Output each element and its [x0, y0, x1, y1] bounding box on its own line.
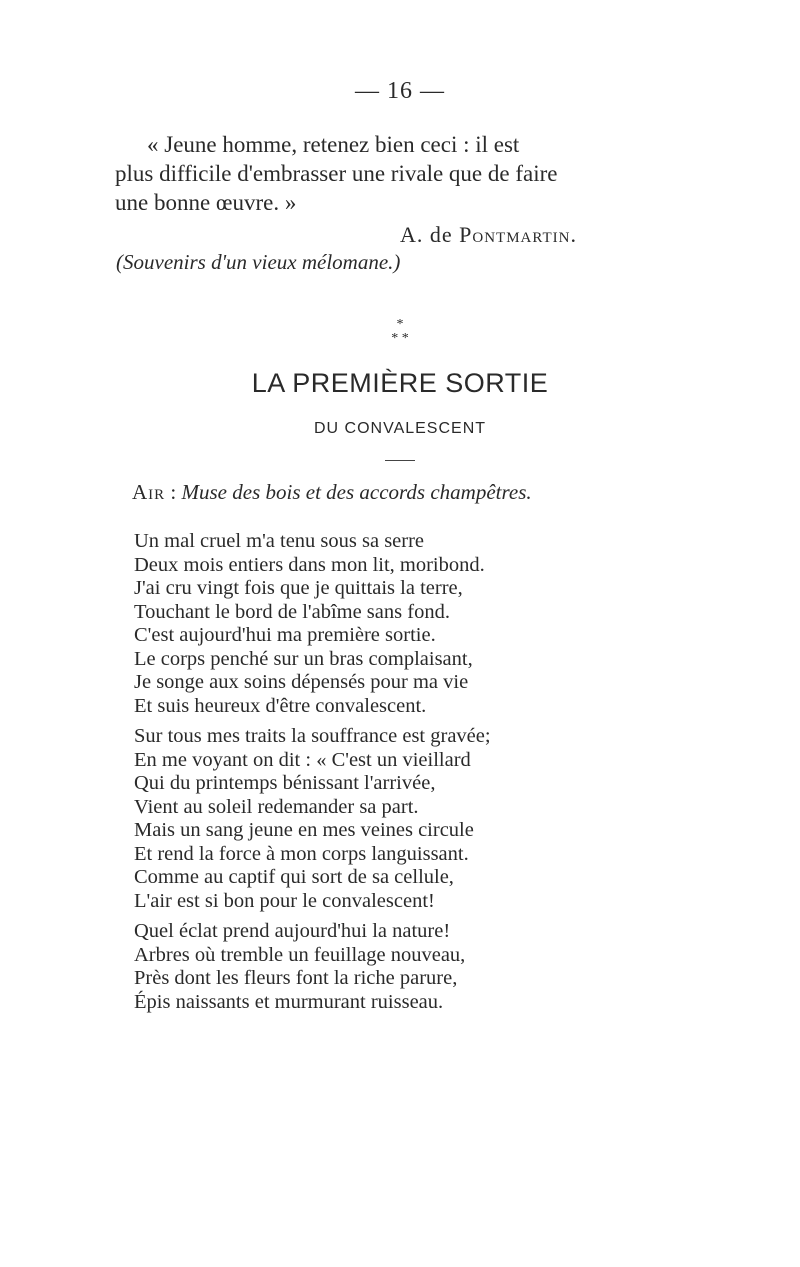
song-subtitle: DU CONVALESCENT: [313, 420, 487, 437]
tune-indication: [132, 480, 532, 505]
verse-line: Un mal cruel m'a tenu sous sa serre: [134, 530, 425, 552]
signature-name: Pontmartin.: [459, 222, 577, 247]
epigraph-quote: [115, 130, 655, 217]
asterism-top: *: [396, 317, 404, 332]
quote-line: « Jeune homme, retenez bien ceci : il est: [147, 132, 520, 157]
verse-line: Mais un sang jeune en mes veines circule: [134, 819, 474, 841]
verse-line: Quel éclat prend aujourd'hui la nature!: [134, 920, 451, 942]
quote-line: une bonne œuvre. »: [115, 190, 297, 215]
verse-line: Touchant le bord de l'abîme sans fond.: [134, 600, 450, 623]
stanza-2: [134, 725, 694, 913]
song-title: LA PREMIÈRE SORTIE: [251, 368, 549, 398]
verse-line: Épis naissants et murmurant ruisseau.: [134, 990, 444, 1013]
verse-line: Près dont les fleurs font la riche parure,: [134, 967, 458, 989]
verse-line: Et suis heureux d'être convalescent.: [134, 694, 427, 717]
verse-line: Arbres où tremble un feuillage nouveau,: [134, 943, 466, 966]
verse-line: Vient au soleil redemander sa part.: [134, 795, 419, 818]
stanza-3: [134, 920, 694, 1014]
signature-initial: A. de: [400, 222, 453, 247]
air-label: Air: [132, 480, 166, 504]
verse-line: Je songe aux soins dépensés pour ma vie: [134, 671, 469, 693]
title-rule: [385, 460, 415, 461]
verse-line: En me voyant on dit : « C'est un vieillard: [134, 748, 471, 771]
quote-line: plus difficile d'embrasser une rivale que de faire: [115, 161, 558, 186]
quote-source: (Souvenirs d'un vieux mélomane.): [116, 250, 401, 274]
verse-line: L'air est si bon pour le convalescent!: [134, 889, 435, 912]
stanza-1: [134, 530, 694, 718]
verse-line: Comme au captif qui sort de sa cellule,: [134, 866, 454, 888]
asterism-bottom: * *: [391, 331, 409, 346]
verse-line: J'ai cru vingt fois que je quittais la terre,: [134, 577, 463, 599]
air-tune: Muse des bois et des accords champêtres.: [181, 480, 532, 504]
verse-line: Deux mois entiers dans mon lit, moribond.: [134, 553, 485, 576]
verse-line: Qui du printemps bénissant l'arrivée,: [134, 772, 436, 794]
verse-line: C'est aujourd'hui ma première sortie.: [134, 624, 436, 646]
air-separator: :: [165, 480, 182, 504]
quote-signature: [400, 222, 577, 248]
verse-line: Et rend la force à mon corps languissant.: [134, 842, 469, 865]
page-number: — 16 —: [355, 78, 445, 104]
verse-line: Sur tous mes traits la souffrance est gravée;: [134, 725, 491, 747]
asterism-ornament: [0, 318, 800, 346]
verse-line: Le corps penché sur un bras complaisant,: [134, 647, 473, 670]
